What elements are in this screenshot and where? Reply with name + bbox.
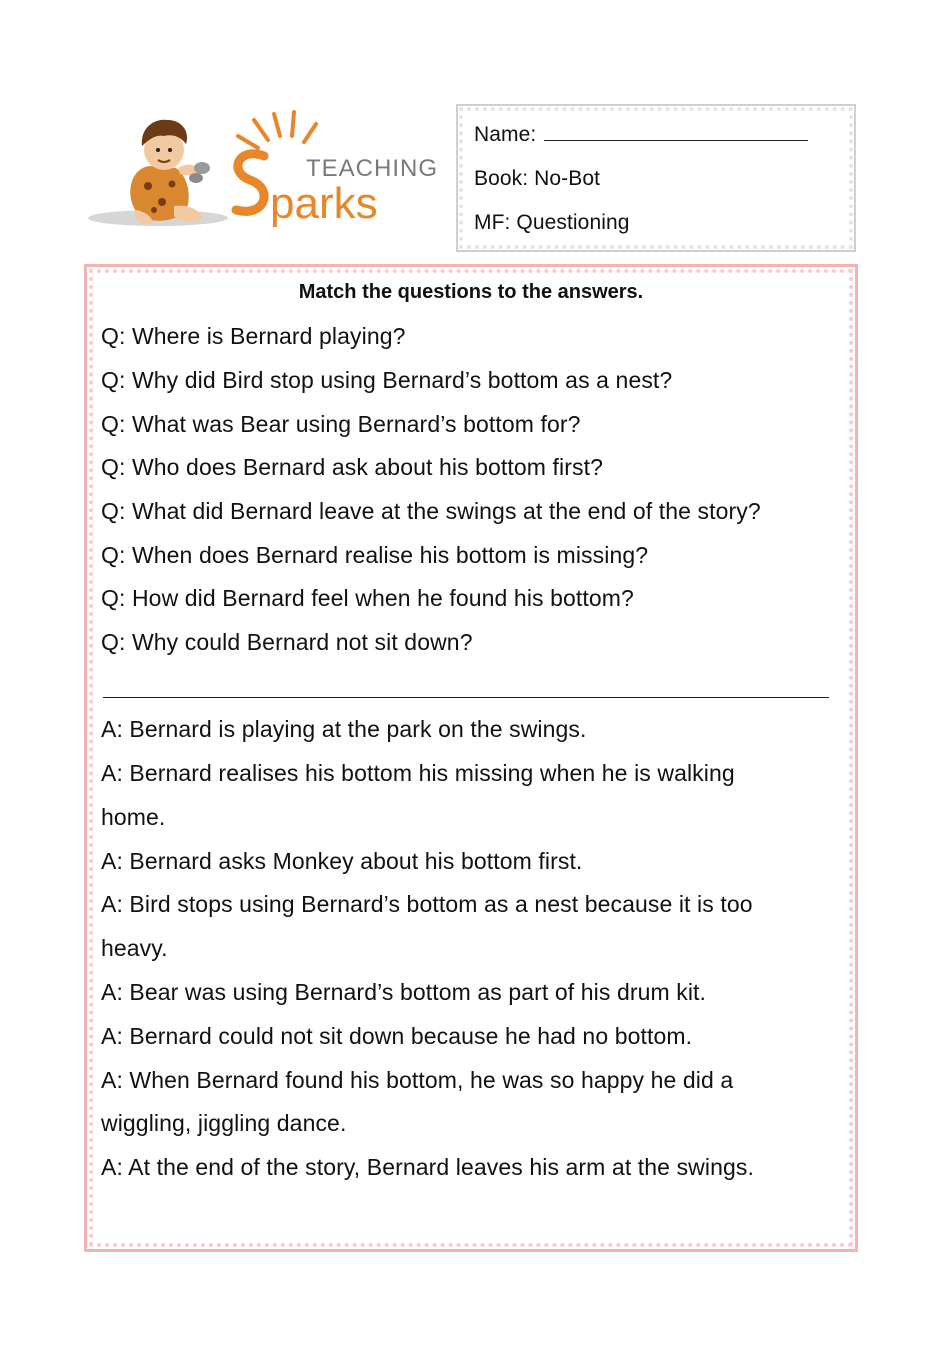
teaching-sparks-logo — [88, 106, 444, 246]
answer-line: A: Bernard is playing at the park on the swings. — [101, 716, 587, 742]
question-line: Q: Who does Bernard ask about his bottom first? — [101, 454, 603, 480]
answer-line: home. — [101, 804, 166, 830]
question-line: Q: What was Bear using Bernard’s bottom for? — [101, 411, 581, 437]
answer-line: A: At the end of the story, Bernard leaves his arm at the swings. — [101, 1154, 754, 1180]
question-line: Q: Why did Bird stop using Bernard’s bottom as a nest? — [101, 367, 673, 393]
question-line: Q: When does Bernard realise his bottom is missing? — [101, 542, 649, 568]
answer-line: A: Bird stops using Bernard’s bottom as a nest because it is too — [101, 891, 753, 917]
student-info-box — [456, 104, 856, 252]
caveman-mascot-icon — [88, 106, 444, 246]
worksheet-box — [84, 264, 858, 1252]
question-line: Q: Why could Bernard not sit down? — [101, 629, 473, 655]
question-line: Q: How did Bernard feel when he found his bottom? — [101, 585, 634, 611]
svg-text:parks: parks — [270, 179, 378, 228]
answer-line: wiggling, jiggling dance. — [101, 1110, 347, 1136]
question-line: Q: What did Bernard leave at the swings at the end of the story? — [101, 498, 761, 524]
name-label: Name: — [474, 123, 537, 146]
answer-line: A: Bernard asks Monkey about his bottom first. — [101, 848, 583, 874]
worksheet-heading: Match the questions to the answers. — [298, 281, 644, 303]
question-line: Q: Where is Bernard playing? — [101, 323, 406, 349]
answer-line: A: When Bernard found his bottom, he was so happy he did a — [101, 1067, 734, 1093]
answer-line: A: Bernard realises his bottom his missing when he is walking — [101, 760, 735, 786]
answer-line: A: Bernard could not sit down because he had no bottom. — [101, 1023, 693, 1049]
section-divider — [103, 697, 829, 698]
answer-line: A: Bear was using Bernard’s bottom as part of his drum kit. — [101, 979, 707, 1005]
name-field[interactable] — [474, 122, 808, 147]
mf-line: MF: Questioning — [474, 211, 630, 234]
answer-line: heavy. — [101, 935, 168, 961]
name-blank[interactable] — [544, 122, 808, 141]
book-line: Book: No-Bot — [474, 167, 601, 190]
svg-text:TEACHING: TEACHING — [306, 155, 439, 182]
